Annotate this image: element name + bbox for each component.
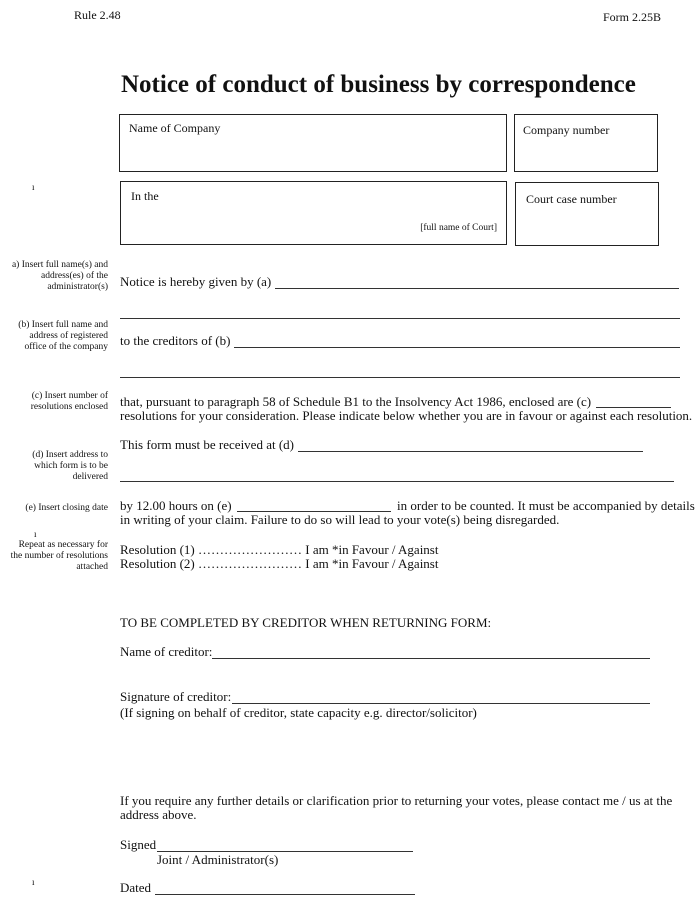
margin-note-repeat: Repeat as necessary for the number of resolutions attached: [10, 540, 108, 572]
court-case-number-label: Court case number: [526, 192, 617, 206]
company-address-line[interactable]: [120, 377, 680, 378]
margin-note-e: (e) Insert closing date: [25, 503, 108, 513]
margin-mark: ı: [34, 529, 37, 539]
resolutions-text: resolutions for your consideration. Please indicate below whether you are in favour or against each resolution.: [120, 408, 693, 423]
claim-text: in writing of your claim. Failure to do so will lead to your vote(s) being disregarded.: [120, 512, 560, 527]
signed-label: Signed: [120, 837, 157, 852]
margin-mark: ı: [32, 877, 35, 887]
resolution-1: Resolution (1) …………………… I am *in Favour / Against: [120, 542, 439, 557]
page-title: Notice of conduct of business by correspondence: [121, 71, 636, 98]
contact-text-2: address above.: [120, 807, 197, 822]
court-label: In the: [131, 189, 159, 203]
contact-text: If you require any further details or clarification prior to returning your votes, please contact me / us at the: [120, 793, 673, 808]
margin-note-c: (c) Insert number of resolutions enclosed: [30, 391, 108, 412]
company-name-label: Name of Company: [129, 121, 221, 135]
company-name-line[interactable]: [234, 347, 680, 348]
margin-mark: ı: [32, 182, 35, 192]
creditor-signature-label: Signature of creditor:: [120, 689, 232, 704]
capacity-note: (If signing on behalf of creditor, state capacity e.g. director/solicitor): [120, 705, 477, 720]
by-hours-text: by 12.00 hours on (e): [120, 498, 232, 513]
resolution-2: Resolution (2) …………………… I am *in Favour / Against: [120, 556, 439, 571]
administrator-name-line[interactable]: [275, 288, 679, 289]
creditor-name-line[interactable]: [212, 658, 650, 659]
rule-number: Rule 2.48: [74, 8, 121, 22]
received-at-text: This form must be received at (d): [120, 437, 294, 452]
delivery-address-line-2[interactable]: [120, 481, 674, 482]
court-hint: [full name of Court]: [420, 223, 497, 233]
company-number-label: Company number: [523, 123, 610, 137]
pursuant-text: that, pursuant to paragraph 58 of Schedule B1 to the Insolvency Act 1986, enclosed are (c): [120, 394, 592, 409]
administrator-address-line[interactable]: [120, 318, 680, 319]
creditors-of-text: to the creditors of (b): [120, 333, 231, 348]
creditor-section-heading: TO BE COMPLETED BY CREDITOR WHEN RETURNING FORM:: [120, 615, 492, 630]
margin-note-a: a) Insert full name(s) and address(es) of the administrator(s): [11, 260, 108, 292]
counted-text: in order to be counted. It must be accompanied by details: [397, 498, 695, 513]
dated-line[interactable]: [155, 894, 415, 895]
company-number-box[interactable]: [514, 114, 658, 172]
margin-note-b: (b) Insert full name and address of registered office of the company: [18, 320, 108, 352]
delivery-address-line[interactable]: [298, 451, 643, 452]
court-case-number-box[interactable]: [515, 182, 659, 246]
creditor-signature-line[interactable]: [232, 703, 650, 704]
creditor-name-label: Name of creditor:: [120, 644, 213, 659]
dated-label: Dated: [120, 880, 152, 895]
notice-given-text: Notice is hereby given by (a): [120, 274, 272, 289]
court-box[interactable]: [120, 181, 507, 245]
margin-note-d: (d) Insert address to which form is to be delivered: [32, 450, 108, 482]
signed-role: Joint / Administrator(s): [157, 852, 279, 867]
form-number: Form 2.25B: [603, 10, 662, 24]
company-name-box[interactable]: [119, 114, 507, 172]
